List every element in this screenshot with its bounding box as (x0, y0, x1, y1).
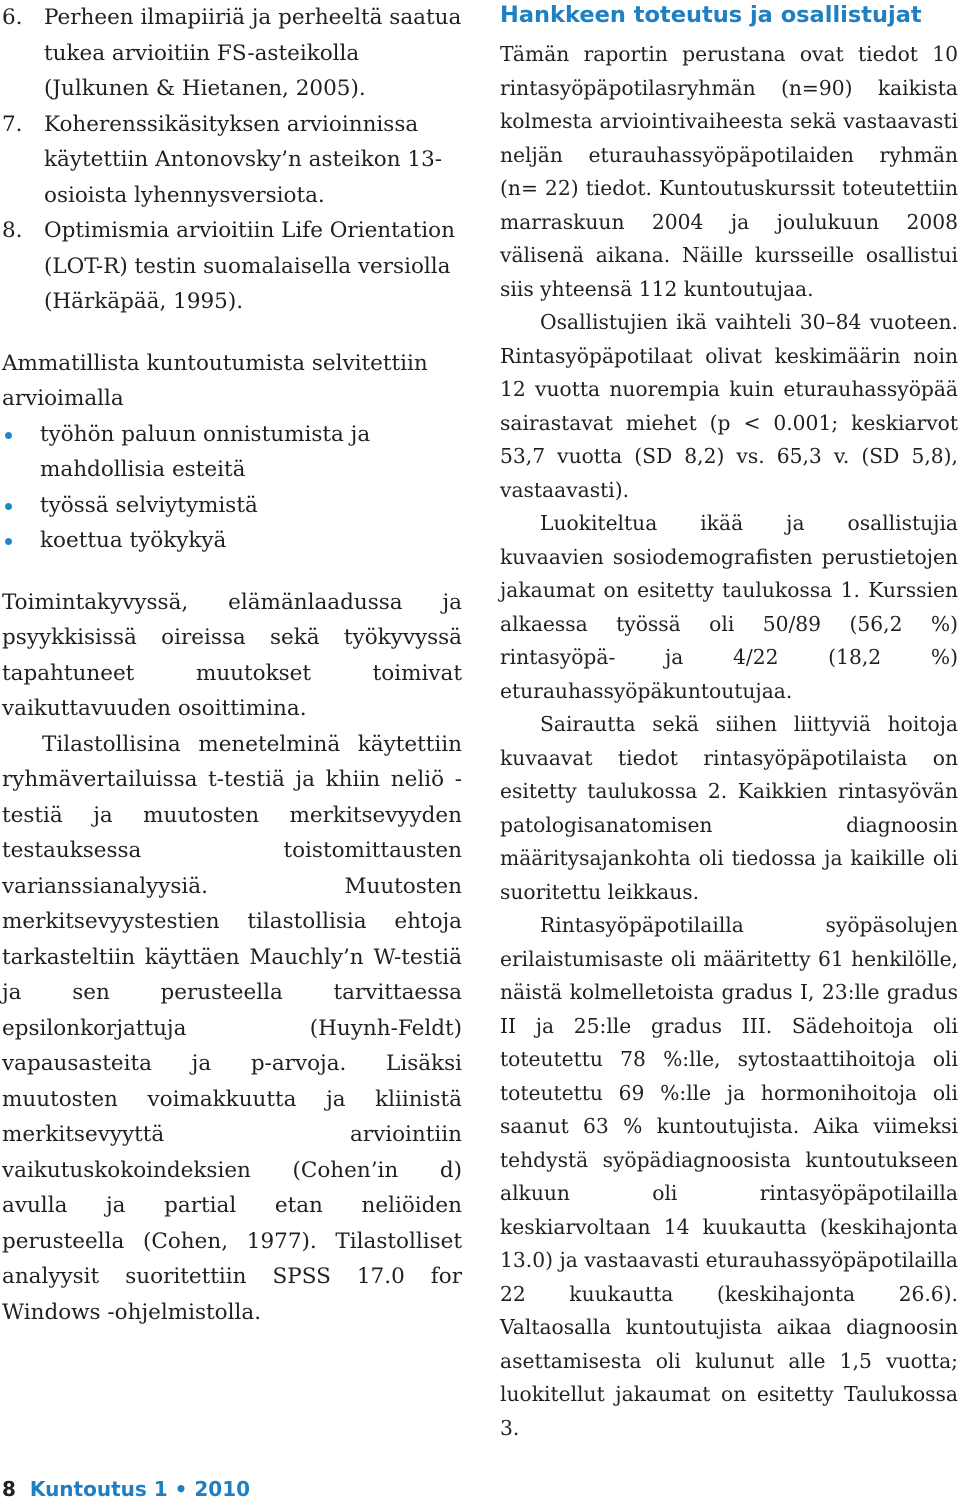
list-item-number: 6. (2, 5, 23, 30)
list-item-number: 8. (2, 218, 23, 243)
page-number: 8 (2, 1477, 16, 1501)
bullet-item (2, 488, 462, 524)
list-item-text: Optimismia arvioitiin Life Orientation (LOT-R) testin suomalaisella versiolla (Härkäpää, 1995). (44, 218, 455, 314)
list-item (2, 213, 462, 320)
bullet-text: työssä selviytymistä (40, 492, 258, 518)
list-item-number: 7. (2, 111, 23, 137)
list-item-text: Koherenssikäsityksen arvioinnissa käytettiin Antonovsky’n asteikon 13-osioista lyhennysversiota. (44, 111, 443, 208)
body-paragraph: Osallistujien ikä vaihteli 30–84 vuoteen. Rintasyöpäpotilaat olivat keskimäärin noin 12 vuotta nuorempia kuin eturauhassyöpää sairastavat miehet (p < 0.001; keskiarvot 53,7 vuotta (SD 8,2) vs. 65,3 v. (SD 5,8), vastaavasti). (500, 310, 958, 502)
spacer (2, 320, 462, 346)
publication-title: Kuntoutus 1 • 2010 (29, 1477, 251, 1501)
list-item (2, 107, 462, 214)
outcome-paragraph: Toimintakyvyssä, elämänlaadussa ja psyykkisissä oireissa sekä työkyvyssä tapahtuneet muutokset toimivat vaikuttavuuden osoittimina. (2, 589, 462, 721)
list-item (2, 0, 462, 107)
bullet-item (2, 523, 462, 559)
list-item-text: Perheen ilmapiiriä ja perheeltä saatua tukea arvioitiin FS-asteikolla (Julkunen & Hietanen, 2005). (44, 5, 462, 101)
numbered-list (2, 0, 462, 320)
bullet-list (2, 417, 462, 559)
page-footer (2, 1474, 250, 1504)
bullet-text: koettua työkykyä (40, 528, 227, 553)
statistics-paragraph: Tilastollisina menetelminä käytettiin ryhmävertailuissa t-testiä ja khiin neliö -testiä ja muutosten merkitsevyyden testauksessa toistomittausten varianssianalyysiä. Muutosten merkitsevyystestien tilastollisia ehtoja tarkasteltiin käyttäen Mauchly’n W-testiä ja sen perusteella tarvittaessa epsilonkorjattuja (Huynh-Feldt) vapausasteita ja p-arvoja. Lisäksi muutosten voimakkuutta ja kliinistä merkitsevyyttä arviointiin vaikutuskokoindeksien (Cohen’in d) avulla ja partial etan neliöiden perusteella (Cohen, 1977). Tilastolliset analyysit suoritettiin SPSS 17.0 for Windows -ohjelmistolla. (2, 731, 462, 1325)
body-paragraph: Sairautta sekä siihen liittyviä hoitoja kuvaavat tiedot rintasyöpäpotilaista on esitetty taulukossa 2. Kaikkien rintasyövän patologisanatomisen diagnoosin määritysajankohta oli tiedossa ja kaikille oli suoritettu leikkaus. (500, 712, 958, 904)
body-paragraph: Tämän raportin perustana ovat tiedot 10 rintasyöpäpotilasryhmän (n=90) kaikista kolmesta arviointivaiheesta sekä vastaavasti neljän eturauhassyöpäpotilaiden ryhmän (n= 22) tiedot. Kuntoutuskurssit toteutettiin marraskuun 2004 ja joulukuun 2008 välisenä aikana. Näille kursseille osallistui siis yhteensä 112 kuntoutujaa. (500, 42, 958, 301)
right-column (500, 0, 958, 1445)
bullet-text: työhön paluun onnistumista ja mahdollisia esteitä (40, 421, 371, 482)
body-paragraph: Rintasyöpäpotilailla syöpäsolujen erilaistumisaste oli määritetty 61 henkilölle, näistä kolmelletoista gradus I, 23:lle gradus II ja 25:lle gradus III. Sädehoitoja oli toteutettu 78 %:lle, sytostaattihoitoja oli toteutettu 69 %:lle ja hormonihoitoja oli saanut 63 % kuntoutujista. Aika viimeksi tehdystä syöpädiagnoosista kuntoutukseen alkuun oli rintasyöpäpotilailla keskiarvoltaan 14 kuukautta (keskihajonta 13.0) ja vastaavasti eturauhassyöpäpotilailla 22 kuukautta (keskihajonta 26.6). Valtaosalla kuntoutujista aikaa diagnoosin asettamisesta oli kulunut alle 1,5 vuotta; luokitellut jakaumat on esitetty Taulukossa 3. (500, 913, 958, 1440)
section-heading: Hankkeen toteutus ja osallistujat (500, 2, 922, 28)
left-column (2, 0, 462, 1330)
bullet-icon (5, 432, 12, 439)
spacer (2, 559, 462, 585)
intro-paragraph: Ammatillista kuntoutumista selvitettiin arvioimalla (2, 350, 428, 411)
body-paragraph: Luokiteltua ikää ja osallistujia kuvaavien sosiodemografisten perustietojen jakaumat on esitetty taulukossa 1. Kurssien alkaessa työssä oli 50/89 (56,2 %) rintasyöpä- ja 4/22 (18,2 %) eturauhassyöpäkuntoutujaa. (500, 511, 958, 703)
bullet-item (2, 417, 462, 488)
bullet-icon (5, 503, 12, 510)
bullet-icon (5, 538, 12, 545)
